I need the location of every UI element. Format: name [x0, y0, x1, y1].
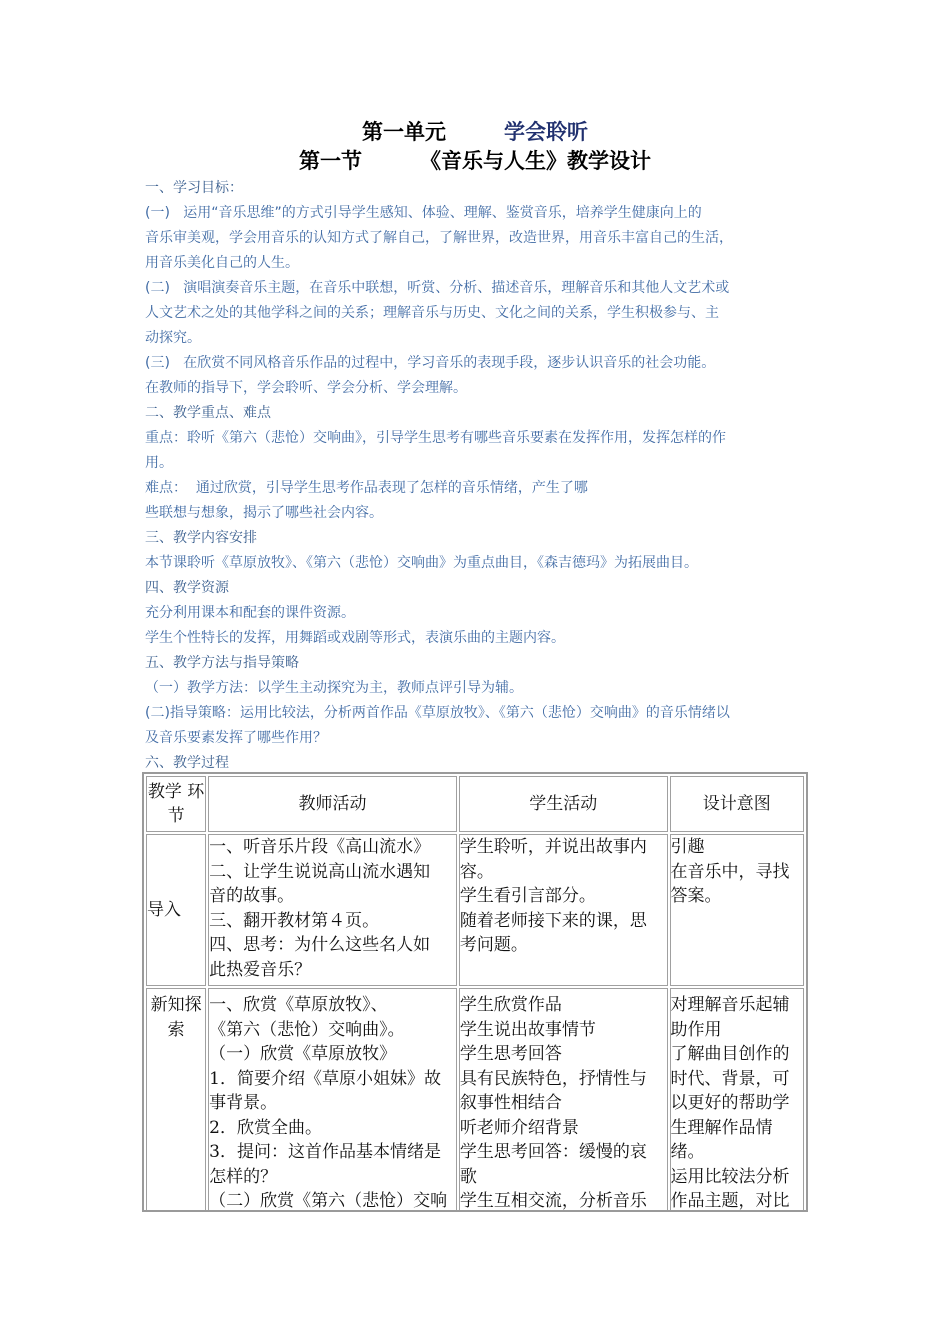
teaching-process-table — [142, 772, 808, 1212]
header-teacher: 教师活动 — [208, 776, 457, 832]
stage-cell: 导入 — [146, 834, 206, 986]
section-heading: 一、学习目标： — [145, 180, 243, 196]
body-line: 人文艺术之处的其他学科之间的关系；理解音乐与历史、文化之间的关系，学生积极参与、主 — [145, 305, 719, 321]
body-line: (三) 在欣赏不同风格音乐作品的过程中，学习音乐的表现手段，逐步认识音乐的社会功能。 — [145, 355, 716, 371]
teacher-activity-cell — [208, 834, 457, 986]
cell-line: 《第六（悲怆）交响曲》。 — [209, 1019, 405, 1040]
cell-line: 运用比较法分析 — [670, 1166, 790, 1187]
body-line: 用音乐美化自己的人生。 — [145, 255, 299, 271]
section-heading: 五、教学方法与指导策略 — [145, 655, 299, 671]
unit-name: 学会聆听 — [504, 119, 588, 144]
body-line: 在教师的指导下，学会聆听、学会分析、学会理解。 — [145, 380, 467, 396]
table-row — [146, 834, 804, 986]
cell-line: 了解曲目创作的 — [670, 1044, 790, 1064]
section-heading: 三、教学内容安排 — [145, 530, 257, 546]
header-student: 学生活动 — [459, 776, 668, 832]
body-line: (二) 演唱演奏音乐主题，在音乐中联想，听赏、分析、描述音乐，理解音乐和其他人文艺术或 — [145, 280, 730, 296]
cell-line: 听老师介绍背景 — [459, 1117, 579, 1138]
section-title — [0, 146, 950, 176]
cell-line: 此热爱音乐？ — [209, 959, 312, 980]
section-heading: 六、教学过程 — [145, 755, 229, 771]
unit-label: 第一单元 — [362, 119, 446, 144]
cell-line: 一、听音乐片段《高山流水》 — [209, 837, 431, 857]
cell-line: 作品主题，对比 — [670, 1191, 790, 1211]
cell-line: 生理解作品情 — [670, 1117, 773, 1138]
stage-cell: 新知探索 — [146, 988, 206, 1212]
body-line: 用。 — [145, 455, 173, 471]
student-activity-cell — [459, 988, 668, 1212]
body-line: 及音乐要素发挥了哪些作用？ — [145, 730, 327, 746]
cell-line: 1．简要介绍《草原小姐妹》故 — [209, 1068, 441, 1089]
cell-line: 以更好的帮助学 — [670, 1093, 790, 1113]
body-line: 充分利用课本和配套的课件资源。 — [145, 605, 355, 621]
cell-line: 事背景。 — [209, 1093, 278, 1113]
cell-line: 一、欣赏《草原放牧》、 — [209, 995, 388, 1015]
cell-line: 学生思考回答 — [459, 1044, 562, 1064]
cell-line: 学生看引言部分。 — [459, 886, 596, 906]
cell-line: 绪。 — [670, 1142, 705, 1162]
table-row — [146, 988, 804, 1212]
cell-line: 随着老师接下来的课，思 — [459, 910, 647, 931]
cell-line: 答案。 — [670, 886, 722, 906]
cell-line: 容。 — [459, 861, 494, 882]
student-activity-cell — [459, 834, 668, 986]
cell-line: 四、思考：为什么这些名人如 — [209, 935, 431, 955]
cell-line: 在音乐中，寻找 — [670, 861, 790, 882]
body-line: 些联想与想象，揭示了哪些社会内容。 — [145, 505, 383, 521]
design-intent-cell — [670, 988, 804, 1212]
cell-line: 时代、背景，可 — [670, 1068, 790, 1089]
cell-line: （二）欣赏《第六（悲怆）交响 — [209, 1191, 448, 1211]
body-line: 动探究。 — [145, 330, 201, 346]
cell-line: 2．欣赏全曲。 — [209, 1117, 322, 1138]
cell-line: 考问题。 — [459, 935, 528, 955]
header-stage: 教学 环节 — [146, 776, 206, 832]
cell-line: 三、翻开教材第４页。 — [209, 910, 380, 931]
cell-line: 助作用 — [670, 1019, 722, 1040]
cell-line: 具有民族特色，抒情性与 — [459, 1068, 647, 1089]
cell-line: 歌 — [459, 1166, 477, 1187]
cell-line: 学生互相交流，分析音乐 — [459, 1191, 647, 1211]
body-line: (二)指导策略：运用比较法，分析两首作品《草原放牧》、《第六（悲怆）交响曲》的音乐情绪以 — [145, 705, 730, 721]
cell-line: 学生说出故事情节 — [459, 1019, 596, 1040]
body-line: （一）教学方法：以学生主动探究为主，教师点评引导为辅。 — [145, 680, 523, 696]
section-name: 《音乐与人生》教学设计 — [420, 148, 651, 173]
cell-line: （一）欣赏《草原放牧》 — [209, 1044, 397, 1064]
cell-line: 引趣 — [670, 837, 705, 857]
body-line: (一) 运用“音乐思维”的方式引导学生感知、体验、理解、鉴赏音乐，培养学生健康向上的 — [145, 205, 702, 221]
table-header-row — [146, 776, 804, 832]
unit-title — [0, 118, 950, 146]
body-line: 难点： 通过欣赏，引导学生思考作品表现了怎样的音乐情绪，产生了哪 — [145, 480, 588, 496]
cell-line: 二、让学生说说高山流水遇知 — [209, 861, 431, 882]
cell-line: 叙事性相结合 — [459, 1093, 562, 1113]
body-line: 重点：聆听《第六（悲怆）交响曲》，引导学生思考有哪些音乐要素在发挥作用，发挥怎样的作 — [145, 430, 726, 446]
section-heading: 二、教学重点、难点 — [145, 405, 271, 421]
cell-line: 学生思考回答：缓慢的哀 — [459, 1142, 647, 1162]
body-line: 本节课聆听《草原放牧》、《第六（悲怆）交响曲》为重点曲目，《森吉德玛》为拓展曲目。 — [145, 555, 698, 571]
body-line: 音乐审美观，学会用音乐的认知方式了解自己，了解世界，改造世界，用音乐丰富自己的生活， — [145, 230, 733, 246]
cell-line: 对理解音乐起辅 — [670, 995, 790, 1015]
cell-line: 3．提问：这首作品基本情绪是 — [209, 1142, 441, 1162]
body-line: 学生个性特长的发挥，用舞蹈或戏剧等形式，表演乐曲的主题内容。 — [145, 630, 565, 646]
section-heading: 四、教学资源 — [145, 580, 229, 596]
design-intent-cell — [670, 834, 804, 986]
document-body — [145, 176, 817, 776]
cell-line: 学生聆听，并说出故事内 — [459, 837, 647, 857]
cell-line: 怎样的？ — [209, 1166, 278, 1187]
cell-line: 音的故事。 — [209, 886, 295, 906]
section-label: 第一节 — [299, 148, 362, 173]
cell-line: 学生欣赏作品 — [459, 995, 562, 1015]
teacher-activity-cell — [208, 988, 457, 1212]
header-intent: 设计意图 — [670, 776, 804, 832]
